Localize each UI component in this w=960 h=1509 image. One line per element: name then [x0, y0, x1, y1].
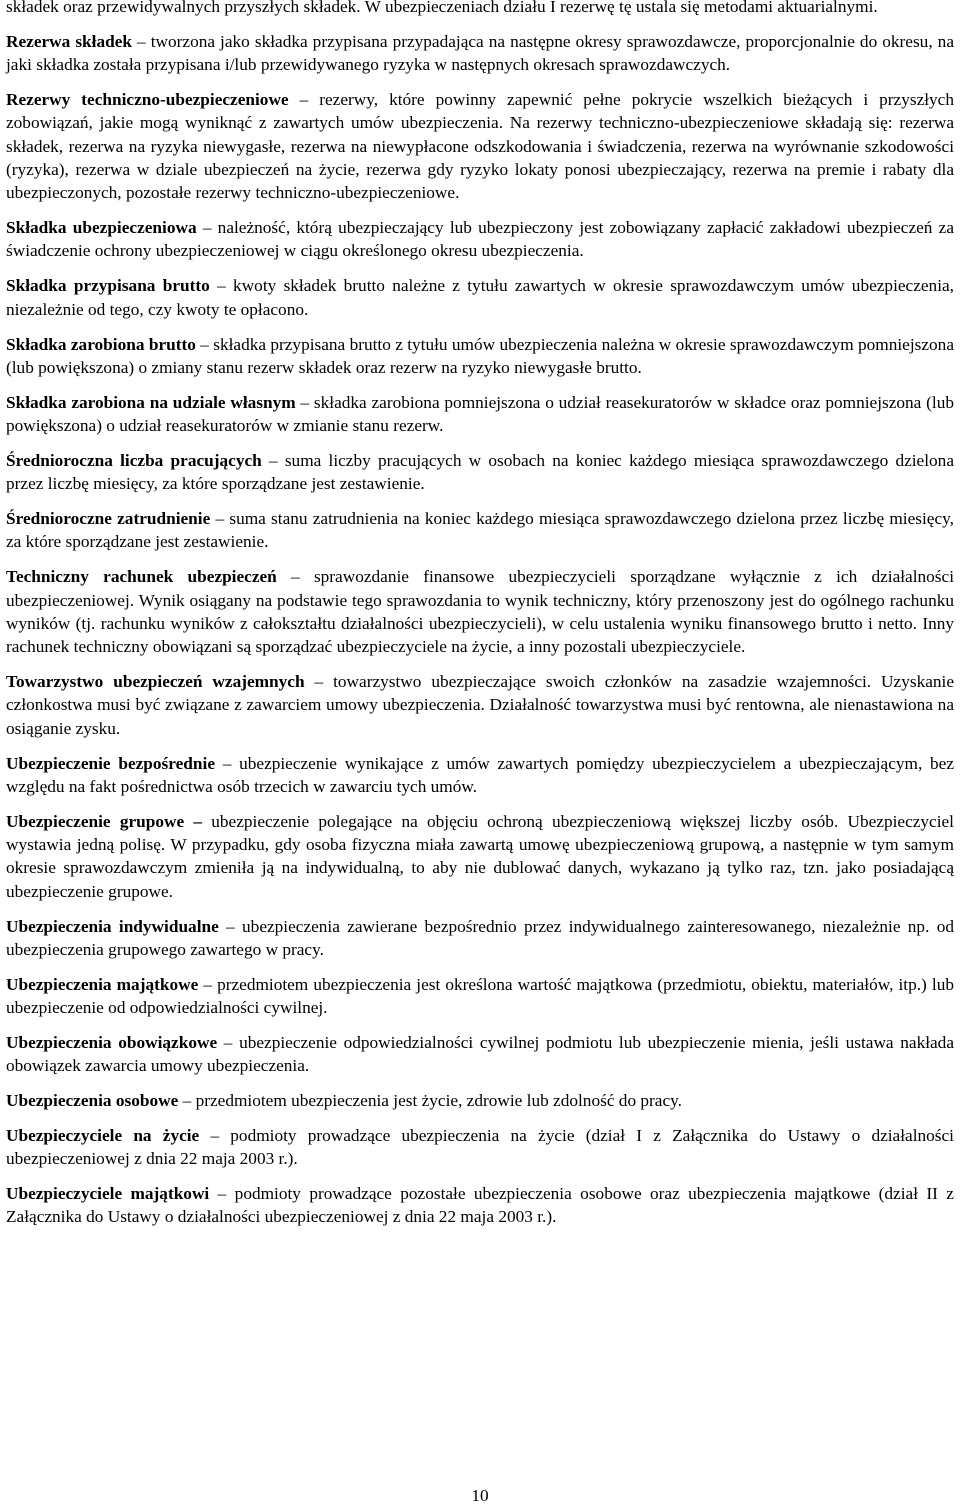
glossary-entry — [6, 973, 954, 1020]
glossary-definition: – ubezpieczenia zawierane bezpośrednio przez indywidualnego zainteresowanego, niezależnie np. od ubezpieczenia grupowego zawartego w pracy. — [6, 916, 954, 959]
glossary-term: Techniczny rachunek ubezpieczeń — [6, 567, 277, 587]
glossary-entry — [6, 670, 954, 740]
glossary-definition: – przedmiotem ubezpieczenia jest życie, zdrowie lub zdolność do pracy. — [178, 1091, 682, 1111]
glossary-entry — [6, 752, 954, 799]
glossary-list — [6, 30, 954, 1229]
glossary-term: Ubezpieczenia obowiązkowe — [6, 1032, 218, 1052]
glossary-entry — [6, 1031, 954, 1078]
glossary-entry — [6, 88, 954, 204]
glossary-entry — [6, 1089, 954, 1112]
glossary-term: Średnioroczna liczba pracujących — [6, 450, 262, 470]
glossary-definition: – składka zarobiona pomniejszona o udział reasekuratorów w składce oraz pomniejszona (lub powiększona) o udział reasekuratorów w zmianie stanu rezerw. — [6, 392, 954, 436]
glossary-entry — [6, 449, 954, 496]
glossary-term: Ubezpieczenia indywidualne — [6, 916, 219, 936]
glossary-definition: – suma stanu zatrudnienia na koniec każdego miesiąca sprawozdawczego dzielona przez liczbę miesięcy, za które sporządzane jest zestawienie. — [6, 509, 954, 552]
glossary-definition: – towarzystwo ubezpieczające swoich członków na zasadzie wzajemności. Uzyskanie członkostwa musi być związane z zawarciem umowy ubezpieczenia. Działalność towarzystwa musi być rentowna, ale nienastawiona na osiąganie zysku. — [6, 672, 954, 738]
glossary-term: Rezerwa składek — [6, 31, 132, 51]
glossary-term: Ubezpieczenie bezpośrednie — [6, 753, 215, 773]
glossary-definition: ubezpieczenie polegające na objęciu ochroną ubezpieczeniową większej liczby osób. Ubezpieczyciel wystawia jedną polisę. W przypadku, gdy osoba fizyczna miała zawartą umowę ubezpieczeniową grupową, a następnie w tym samym okresie sprawozdawczym zmieniła ją na indywidualną, to aby nie dublować danych, wykazano ją tylko raz, tzn. jako posiadającą ubezpieczenie grupowe. — [6, 811, 954, 901]
glossary-term: Rezerwy techniczno-ubezpieczeniowe — [6, 90, 289, 110]
glossary-term: Składka przypisana brutto — [6, 276, 210, 296]
glossary-definition: – podmioty prowadzące pozostałe ubezpieczenia osobowe oraz ubezpieczenia majątkowe (dział II z Załącznika do Ustawy o działalności ubezpieczeniowej z dnia 22 maja 2003 r.). — [6, 1184, 954, 1227]
glossary-entry — [6, 333, 954, 380]
glossary-definition: – składka przypisana brutto z tytułu umów ubezpieczenia należna w okresie sprawozdawczym pomniejszona (lub powiększona) o zmiany stanu rezerw składek oraz rezerw na ryzyko niewygasłe brutto. — [6, 334, 954, 377]
glossary-entry — [6, 915, 954, 962]
glossary-entry — [6, 1124, 954, 1171]
glossary-term: Ubezpieczyciele na życie — [6, 1125, 200, 1145]
glossary-definition: – ubezpieczenie wynikające z umów zawartych pomiędzy ubezpieczycielem a ubezpieczającym, bez względu na fakt pośrednictwa osób trzecich w zawarciu tych umów. — [6, 753, 955, 796]
glossary-term: Składka zarobiona brutto — [6, 334, 196, 354]
glossary-term: Składka ubezpieczeniowa — [6, 218, 197, 238]
document-body — [6, 0, 954, 1240]
glossary-definition: – podmioty prowadzące ubezpieczenia na życie (dział I z Załącznika do Ustawy o działalności ubezpieczeniowej z dnia 22 maja 2003 r.). — [6, 1125, 954, 1169]
glossary-term: Ubezpieczenia majątkowe — [6, 974, 199, 994]
glossary-definition: – należność, którą ubezpieczający lub ubezpieczony jest zobowiązany zapłacić zakładowi ubezpieczeń za świadczenie ochrony ubezpieczeniowej w ciągu określonego okresu ubezpieczenia. — [6, 218, 955, 261]
glossary-definition: – ubezpieczenie odpowiedzialności cywilnej podmiotu lub ubezpieczenie mienia, jeśli ustawa nakłada obowiązek zawarcia umowy ubezpieczenia. — [6, 1032, 954, 1076]
glossary-entry — [6, 391, 954, 438]
page-number: 10 — [471, 1486, 489, 1505]
glossary-entry — [6, 565, 954, 658]
glossary-definition: – sprawozdanie finansowe ubezpieczycieli sporządzane wyłącznie z ich działalności ubezpieczeniowej. Wynik osiągany na podstawie tego sprawozdania to wynik techniczny, który przenoszony jest do ogólnego rachunku wyników (tj. rachunku wyników z całokształtu działalności ubezpieczycieli), w celu ustalenia wyniku finansowego brutto i netto. Inny rachunek techniczny obowiązani są sporządzać ubezpieczyciele na życie, a inny pozostali ubezpieczyciele. — [6, 567, 954, 657]
glossary-term: Ubezpieczenie grupowe – — [6, 811, 203, 831]
glossary-definition: – tworzona jako składka przypisana przypadająca na następne okresy sprawozdawcze, proporcjonalnie do okresu, na jaki składka została przypisana i/lub przewidywanego ryzyka w następnych okresach sprawozdawczych. — [6, 31, 954, 75]
glossary-term: Składka zarobiona na udziale własnym — [6, 392, 296, 412]
glossary-term: Średnioroczne zatrudnienie — [6, 509, 211, 529]
glossary-term: Ubezpieczyciele majątkowi — [6, 1184, 210, 1204]
glossary-entry — [6, 810, 954, 903]
glossary-definition: – rezerwy, które powinny zapewnić pełne pokrycie wszelkich bieżących i przyszłych zobowiązań, jakie mogą wyniknąć z zawartych umów ubezpieczenia. Na rezerwy techniczno-ubezpieczeniowe składają się: rezerwa składek, rezerwa na ryzyka niewygasłe, rezerwa na niewypłacone odszkodowania i świadczenia, rezerwa na wyrównanie szkodowości (ryzyka), rezerwa w dziale ubezpieczeń na życie, rezerwa gdy ryzyko lokaty ponosi ubezpieczający, rezerwa na premie i rabaty dla ubezpieczonych, pozostałe rezerwy techniczno-ubezpieczeniowe. — [6, 90, 954, 203]
glossary-definition: – suma liczby pracujących w osobach na koniec każdego miesiąca sprawozdawczego dzielona przez liczbę miesięcy, za które sporządzane jest zestawienie. — [6, 450, 954, 494]
glossary-entry — [6, 507, 954, 554]
glossary-definition: – przedmiotem ubezpieczenia jest określona wartość majątkowa (przedmiotu, obiektu, materiałów, itp.) lub ubezpieczenie od odpowiedzialności cywilnej. — [6, 974, 954, 1017]
glossary-definition: – kwoty składek brutto należne z tytułu zawartych w okresie sprawozdawczym umów ubezpieczenia, niezależnie od tego, czy kwoty te opłacono. — [6, 276, 954, 319]
glossary-term: Ubezpieczenia osobowe — [6, 1091, 179, 1111]
glossary-term: Towarzystwo ubezpieczeń wzajemnych — [6, 672, 305, 692]
glossary-entry — [6, 216, 954, 263]
glossary-entry — [6, 30, 954, 77]
glossary-entry — [6, 274, 954, 321]
intro-paragraph: składek oraz przewidywalnych przyszłych składek. W ubezpieczeniach działu I rezerwę tę ustala się metodami aktuarialnymi. — [6, 0, 878, 16]
glossary-entry — [6, 1182, 954, 1229]
